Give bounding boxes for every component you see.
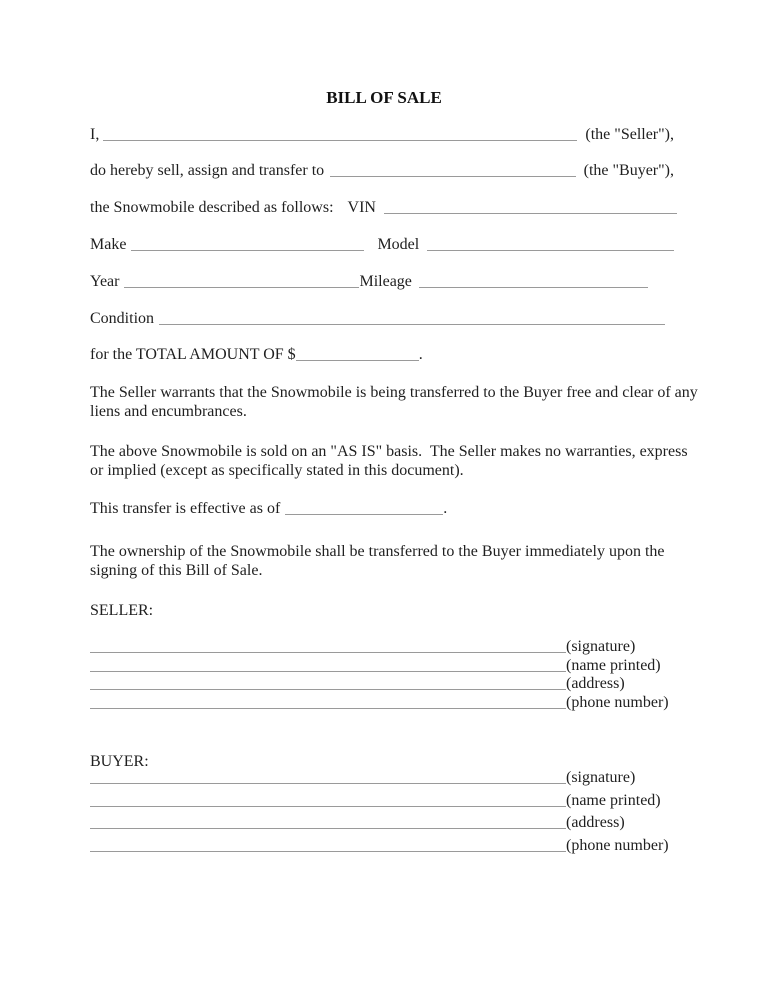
vin-label: VIN — [347, 199, 376, 216]
year-line[interactable] — [124, 287, 359, 288]
buyer-name-row — [90, 161, 674, 180]
effective-date-row — [90, 499, 674, 518]
ownership-paragraph — [90, 543, 674, 580]
seller-signature-block — [90, 638, 674, 712]
paragraph-line: The Seller warrants that the Snowmobile is being transferred to the Buyer free and clear of any — [90, 384, 698, 401]
mileage-label: Mileage — [359, 273, 412, 290]
vin-prefix-text: the Snowmobile described as follows: — [90, 199, 334, 216]
seller-phone-line[interactable] — [90, 708, 566, 709]
signature-label: (signature) — [566, 638, 636, 655]
as-is-paragraph — [90, 443, 688, 480]
paragraph-line: liens and encumbrances. — [90, 402, 247, 420]
address-label: (address) — [566, 814, 625, 832]
seller-signature-line[interactable] — [90, 652, 566, 653]
year-mileage-row — [90, 272, 648, 291]
buyer-signature-line[interactable] — [90, 783, 566, 784]
seller-name-row — [90, 125, 674, 144]
make-line[interactable] — [131, 250, 364, 251]
seller-name-printed-line[interactable] — [90, 671, 566, 672]
condition-label: Condition — [90, 310, 155, 327]
buyer-name-line[interactable] — [330, 176, 575, 177]
buyer-prefix-text: do hereby sell, assign and transfer to — [90, 162, 325, 179]
total-suffix-text: . — [418, 346, 423, 363]
vin-row — [90, 198, 677, 217]
seller-suffix-text: (the "Seller"), — [585, 126, 674, 143]
table-row — [90, 790, 674, 813]
table-row — [90, 835, 674, 858]
table-row — [90, 812, 674, 835]
effective-suffix-text: . — [443, 500, 448, 517]
year-label: Year — [90, 273, 120, 290]
table-row — [90, 675, 674, 694]
phone-number-label: (phone number) — [566, 693, 669, 711]
paragraph-line: signing of this Bill of Sale. — [90, 561, 263, 579]
model-line[interactable] — [427, 250, 674, 251]
warranty-paragraph — [90, 384, 698, 421]
total-amount-row — [90, 345, 674, 364]
effective-prefix-text: This transfer is effective as of — [90, 500, 281, 517]
paragraph-line: The ownership of the Snowmobile shall be transferred to the Buyer immediately upon the — [90, 543, 665, 560]
name-printed-label: (name printed) — [566, 656, 661, 674]
signature-label: (signature) — [566, 769, 636, 786]
total-amount-line[interactable] — [296, 360, 419, 361]
make-model-row — [90, 235, 674, 254]
make-label: Make — [90, 236, 127, 253]
seller-address-line[interactable] — [90, 689, 566, 690]
paragraph-line: or implied (except as specifically stated in this document). — [90, 461, 464, 479]
name-printed-label: (name printed) — [566, 791, 661, 809]
buyer-address-line[interactable] — [90, 828, 566, 829]
address-label: (address) — [566, 675, 625, 693]
condition-row — [90, 309, 665, 328]
model-label: Model — [377, 236, 420, 253]
condition-line[interactable] — [159, 324, 665, 325]
buyer-signature-block — [90, 767, 674, 858]
total-prefix-text: for the TOTAL AMOUNT OF $ — [90, 346, 296, 363]
phone-number-label: (phone number) — [566, 837, 669, 855]
seller-name-line[interactable] — [103, 140, 577, 141]
effective-date-line[interactable] — [285, 514, 443, 515]
table-row — [90, 657, 674, 676]
paragraph-line: The above Snowmobile is sold on an "AS IS" basis. The Seller makes no warranties, express — [90, 443, 688, 460]
buyer-name-printed-line[interactable] — [90, 806, 566, 807]
table-row — [90, 767, 674, 790]
document-title: BILL OF SALE — [326, 88, 442, 107]
vin-line[interactable] — [384, 213, 677, 214]
mileage-line[interactable] — [419, 287, 648, 288]
table-row — [90, 638, 674, 657]
seller-section-heading: SELLER: — [90, 602, 154, 619]
buyer-section-heading: BUYER: — [90, 753, 149, 770]
buyer-suffix-text: (the "Buyer"), — [583, 162, 674, 179]
buyer-phone-line[interactable] — [90, 851, 566, 852]
table-row — [90, 694, 674, 713]
seller-prefix-text: I, — [90, 126, 100, 143]
